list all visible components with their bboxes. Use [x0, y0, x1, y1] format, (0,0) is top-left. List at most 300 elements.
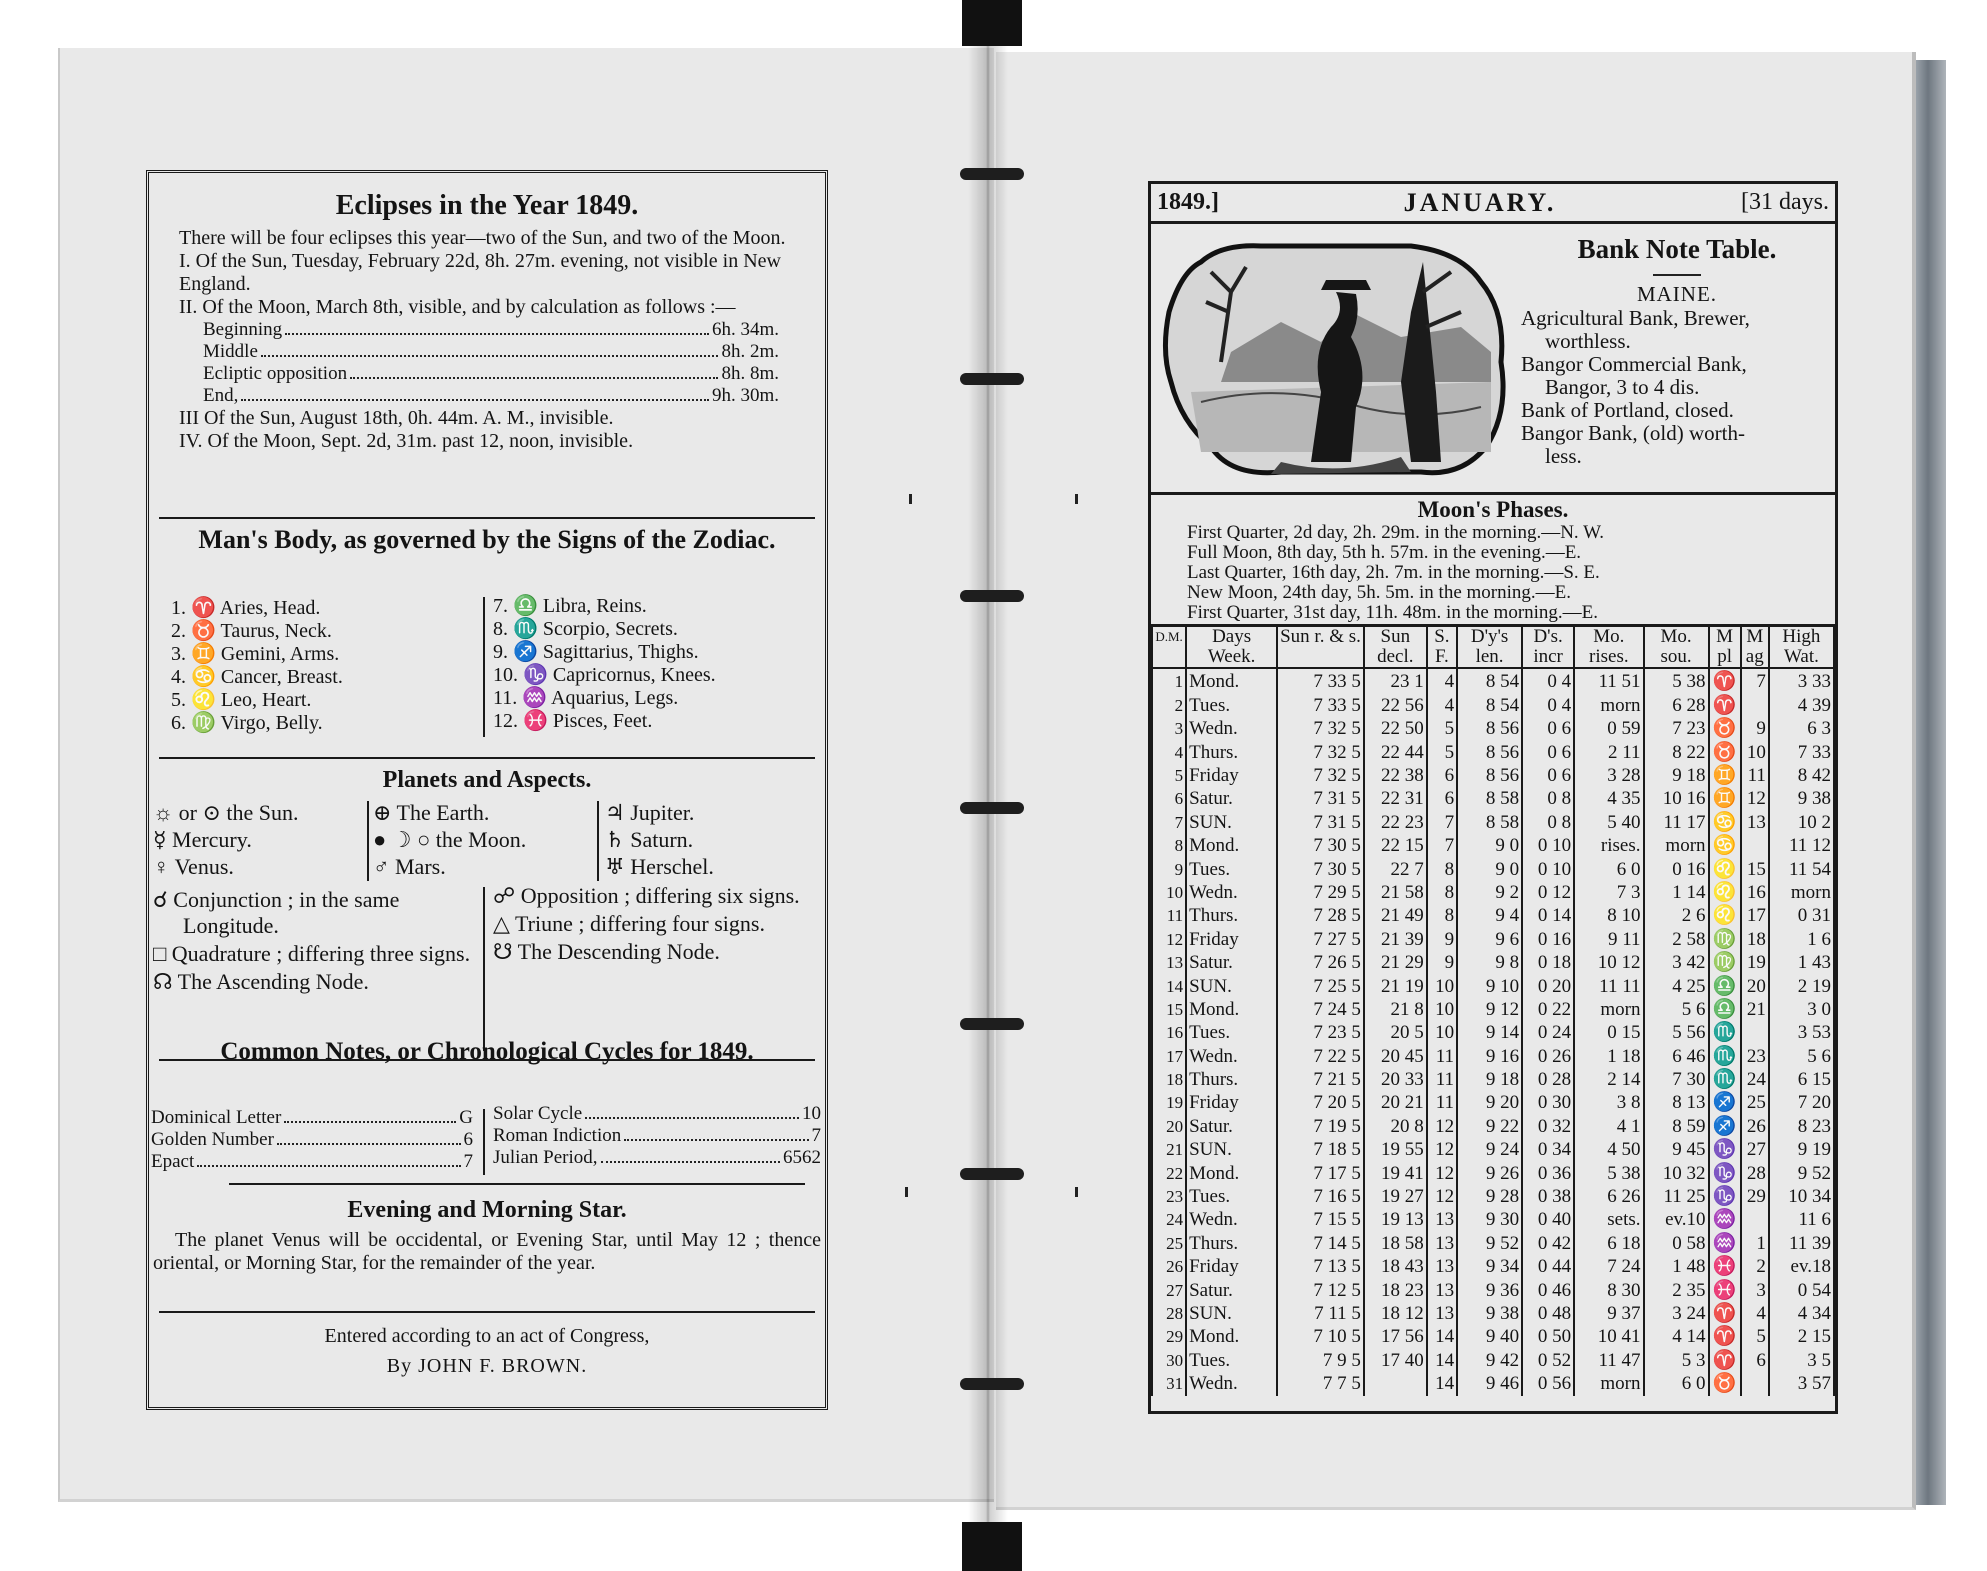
- calendar-cell: Tues.: [1186, 858, 1277, 881]
- calendar-row: [1152, 1139, 1834, 1162]
- eclipse-timing-row: Middle 8h. 2m.: [203, 341, 779, 362]
- calendar-cell: 7 13 5: [1277, 1256, 1364, 1279]
- phase-line: First Quarter, 31st day, 11h. 48m. in the morning.—E.: [1187, 602, 1599, 623]
- title-rule: [1653, 274, 1701, 276]
- calendar-cell: 4: [1427, 694, 1457, 717]
- calendar-cell: 9 28: [1457, 1186, 1522, 1209]
- bank-entry: Bank of Portland, closed.: [1521, 398, 1734, 422]
- calendar-cell: 9 42: [1457, 1349, 1522, 1372]
- zodiac-item: 9. ♐ Sagittarius, Thighs.: [493, 641, 699, 663]
- aspect-item: ☋ The Descending Node.: [493, 939, 720, 964]
- cycles-section: [149, 1037, 825, 1172]
- calendar-cell: 27: [1152, 1279, 1186, 1302]
- calendar-cell: 27: [1741, 1139, 1769, 1162]
- calendar-cell: 8 56: [1457, 765, 1522, 788]
- calendar-cell: 3 42: [1644, 952, 1709, 975]
- calendar-cell: Mond.: [1186, 1326, 1277, 1349]
- cycles-left: [151, 1107, 477, 1173]
- calendar-cell: Friday: [1186, 765, 1277, 788]
- calendar-cell: 13: [1427, 1232, 1457, 1255]
- calendar-cell: 8 59: [1644, 1115, 1709, 1138]
- calendar-cell: 7 24 5: [1277, 998, 1364, 1021]
- calendar-cell: 6: [1152, 788, 1186, 811]
- calendar-cell: 0 8: [1522, 811, 1574, 834]
- calendar-cell: 28: [1741, 1162, 1769, 1185]
- calendar-cell: 19: [1741, 952, 1769, 975]
- calendar-cell: 0 4: [1522, 668, 1574, 694]
- calendar-cell: 16: [1741, 882, 1769, 905]
- calendar-cell: 13: [1427, 1209, 1457, 1232]
- calendar-cell: 15: [1741, 858, 1769, 881]
- planets-col-3: [605, 799, 714, 880]
- planet-symbol: ♀ Venus.: [153, 854, 234, 879]
- zodiac-item: 8. ♏ Scorpio, Secrets.: [493, 618, 678, 640]
- calendar-cell: 0 16: [1644, 858, 1709, 881]
- calendar-cell: 12: [1427, 1186, 1457, 1209]
- calendar-cell: 0 6: [1522, 765, 1574, 788]
- calendar-cell: ♌: [1709, 858, 1741, 881]
- calendar-cell: 21: [1152, 1139, 1186, 1162]
- calendar-cell: 0 38: [1522, 1186, 1574, 1209]
- calendar-cell: 0 50: [1522, 1326, 1574, 1349]
- zodiac-item: 2. ♉ Taurus, Neck.: [171, 620, 332, 642]
- zodiac-item: 11. ♒ Aquarius, Legs.: [493, 687, 679, 709]
- calendar-cell: ♒: [1709, 1209, 1741, 1232]
- calendar-cell: [1741, 1022, 1769, 1045]
- calendar-cell: 7 33 5: [1277, 668, 1364, 694]
- calendar-cell: 4 25: [1644, 975, 1709, 998]
- calendar-row: [1152, 1115, 1834, 1138]
- section-rule: [229, 1183, 805, 1185]
- calendar-row: [1152, 1186, 1834, 1209]
- calendar-cell: ♈: [1709, 1349, 1741, 1372]
- calendar-cell: 1 6: [1769, 928, 1834, 951]
- calendar-row: [1152, 952, 1834, 975]
- calendar-cell: Tues.: [1186, 1349, 1277, 1372]
- page-speck: [909, 494, 912, 504]
- calendar-row: [1152, 718, 1834, 741]
- zodiac-item: 3. ♊ Gemini, Arms.: [171, 643, 340, 665]
- calendar-cell: 10: [1427, 998, 1457, 1021]
- calendar-cell: 9 46: [1457, 1373, 1522, 1396]
- calendar-cell: 0 6: [1522, 741, 1574, 764]
- calendar-cell: 5 6: [1769, 1045, 1834, 1068]
- calendar-cell: 26: [1152, 1256, 1186, 1279]
- calendar-cell: 9 40: [1457, 1326, 1522, 1349]
- calendar-cell: 12: [1427, 1162, 1457, 1185]
- calendar-cell: 3 28: [1574, 765, 1643, 788]
- calendar-cell: 22 38: [1364, 765, 1427, 788]
- calendar-cell: 6 0: [1644, 1373, 1709, 1396]
- calendar-cell: Mond.: [1186, 668, 1277, 694]
- calendar-cell: 20 8: [1364, 1115, 1427, 1138]
- calendar-cell: 7 19 5: [1277, 1115, 1364, 1138]
- calendar-cell: ♈: [1709, 694, 1741, 717]
- phase-line: First Quarter, 2d day, 2h. 29m. in the morning.—N. W.: [1187, 522, 1605, 543]
- calendar-cell: 8 54: [1457, 694, 1522, 717]
- calendar-cell: 9 45: [1644, 1139, 1709, 1162]
- calendar-cell: 25: [1741, 1092, 1769, 1115]
- column-header: D.M.: [1152, 626, 1186, 669]
- calendar-cell: 8 42: [1769, 765, 1834, 788]
- calendar-cell: 3 8: [1574, 1092, 1643, 1115]
- eclipse-item-3: III Of the Sun, August 18th, 0h. 44m. A. M., invisible.: [179, 407, 614, 429]
- calendar-cell: 0 6: [1522, 718, 1574, 741]
- calendar-cell: 10 41: [1574, 1326, 1643, 1349]
- binding-thread-top: [962, 0, 1022, 46]
- calendar-cell: 9: [1741, 718, 1769, 741]
- calendar-cell: SUN.: [1186, 1139, 1277, 1162]
- calendar-cell: 11: [1427, 1092, 1457, 1115]
- moon-phases: [1151, 492, 1835, 623]
- calendar-cell: [1741, 835, 1769, 858]
- binding-stitch: [960, 802, 1024, 814]
- calendar-cell: 7 33 5: [1277, 694, 1364, 717]
- calendar-cell: 17 56: [1364, 1326, 1427, 1349]
- calendar-cell: Wedn.: [1186, 1373, 1277, 1396]
- calendar-cell: 22 7: [1364, 858, 1427, 881]
- calendar-cell: 2 11: [1574, 741, 1643, 764]
- calendar-cell: ♎: [1709, 998, 1741, 1021]
- calendar-cell: Satur.: [1186, 1115, 1277, 1138]
- calendar-cell: 10: [1741, 741, 1769, 764]
- calendar-cell: ♓: [1709, 1279, 1741, 1302]
- calendar-cell: 11: [1152, 905, 1186, 928]
- calendar-cell: 1: [1152, 668, 1186, 694]
- calendar-cell: 11 6: [1769, 1209, 1834, 1232]
- calendar-cell: 7 30 5: [1277, 835, 1364, 858]
- calendar-row: [1152, 1045, 1834, 1068]
- calendar-row: [1152, 694, 1834, 717]
- calendar-cell: 9 20: [1457, 1092, 1522, 1115]
- calendar-cell: Thurs.: [1186, 905, 1277, 928]
- calendar-cell: Tues.: [1186, 1186, 1277, 1209]
- calendar-cell: 7 26 5: [1277, 952, 1364, 975]
- copyright-line-2: By JOHN F. BROWN.: [386, 1355, 588, 1377]
- calendar-cell: 18 43: [1364, 1256, 1427, 1279]
- calendar-cell: 11: [1427, 1069, 1457, 1092]
- header-month: JANUARY.: [1403, 187, 1557, 217]
- calendar-cell: 13: [1741, 811, 1769, 834]
- calendar-cell: 0 58: [1644, 1232, 1709, 1255]
- calendar-cell: 22 31: [1364, 788, 1427, 811]
- calendar-cell: 21 49: [1364, 905, 1427, 928]
- calendar-cell: 0 24: [1522, 1022, 1574, 1045]
- calendar-cell: 1: [1741, 1232, 1769, 1255]
- calendar-cell: rises.: [1574, 835, 1643, 858]
- calendar-cell: morn: [1769, 882, 1834, 905]
- calendar-cell: 17: [1741, 905, 1769, 928]
- calendar-cell: 7 17 5: [1277, 1162, 1364, 1185]
- calendar-cell: 0 40: [1522, 1209, 1574, 1232]
- binding-stitch: [960, 373, 1024, 385]
- aspect-item: ☍ Opposition ; differing six signs.: [493, 883, 800, 908]
- calendar-cell: 0 26: [1522, 1045, 1574, 1068]
- aspects-left: [153, 887, 471, 995]
- calendar-cell: 0 16: [1522, 928, 1574, 951]
- calendar-cell: 21 39: [1364, 928, 1427, 951]
- calendar-cell: 14: [1152, 975, 1186, 998]
- column-header: High Wat.: [1769, 626, 1834, 669]
- calendar-cell: 0 34: [1522, 1139, 1574, 1162]
- column-divider: [367, 801, 369, 881]
- calendar-cell: Tues.: [1186, 1022, 1277, 1045]
- calendar-cell: 21 19: [1364, 975, 1427, 998]
- calendar-cell: 19 55: [1364, 1139, 1427, 1162]
- eclipse-item-4: IV. Of the Moon, Sept. 2d, 31m. past 12, noon, invisible.: [179, 430, 634, 452]
- zodiac-list-left: [171, 597, 343, 735]
- phase-line: Full Moon, 8th day, 5th h. 57m. in the evening.—E.: [1187, 542, 1582, 563]
- cycle-row: Solar Cycle 10: [493, 1103, 821, 1124]
- calendar-cell: 9 0: [1457, 835, 1522, 858]
- calendar-cell: morn: [1574, 998, 1643, 1021]
- calendar-cell: 6 46: [1644, 1045, 1709, 1068]
- calendar-cell: ♑: [1709, 1162, 1741, 1185]
- calendar-cell: Thurs.: [1186, 741, 1277, 764]
- calendar-cell: 6 15: [1769, 1069, 1834, 1092]
- calendar-cell: 3 24: [1644, 1303, 1709, 1326]
- planet-symbol: ♂ Mars.: [373, 854, 446, 879]
- calendar-cell: 2 15: [1769, 1326, 1834, 1349]
- column-header: Mo. rises.: [1574, 626, 1643, 669]
- calendar-cell: 26: [1741, 1115, 1769, 1138]
- calendar-cell: 10 2: [1769, 811, 1834, 834]
- calendar-cell: 8: [1427, 858, 1457, 881]
- calendar-cell: 5 38: [1644, 668, 1709, 694]
- planet-symbol: ♄ Saturn.: [605, 827, 694, 852]
- calendar-cell: 9 0: [1457, 858, 1522, 881]
- calendar-cell: 19 13: [1364, 1209, 1427, 1232]
- calendar-cell: Tues.: [1186, 694, 1277, 717]
- calendar-cell: 9 11: [1574, 928, 1643, 951]
- page-speck: [1075, 494, 1078, 504]
- calendar-cell: ♊: [1709, 765, 1741, 788]
- calendar-cell: 0 48: [1522, 1303, 1574, 1326]
- calendar-cell: 9 18: [1457, 1069, 1522, 1092]
- bank-title: Bank Note Table.: [1577, 234, 1777, 264]
- calendar-cell: 7 16 5: [1277, 1186, 1364, 1209]
- calendar-cell: 20 45: [1364, 1045, 1427, 1068]
- calendar-cell: 4 14: [1644, 1326, 1709, 1349]
- calendar-cell: 31: [1152, 1373, 1186, 1396]
- calendar-cell: 0 28: [1522, 1069, 1574, 1092]
- calendar-row: [1152, 741, 1834, 764]
- binding-stitch: [960, 168, 1024, 180]
- calendar-cell: ♉: [1709, 718, 1741, 741]
- calendar-cell: 13: [1427, 1279, 1457, 1302]
- calendar-cell: ♈: [1709, 668, 1741, 694]
- calendar-cell: 9 24: [1457, 1139, 1522, 1162]
- calendar-row: [1152, 1349, 1834, 1372]
- phase-line: New Moon, 24th day, 5h. 5m. in the morning.—E.: [1187, 582, 1572, 603]
- calendar-row: [1152, 1232, 1834, 1255]
- calendar-cell: 0 54: [1769, 1279, 1834, 1302]
- calendar-cell: ♍: [1709, 952, 1741, 975]
- calendar-cell: 8 54: [1457, 668, 1522, 694]
- calendar-cell: Friday: [1186, 1092, 1277, 1115]
- calendar-cell: 7 11 5: [1277, 1303, 1364, 1326]
- calendar-cell: 7 33: [1769, 741, 1834, 764]
- calendar-cell: 7: [1427, 835, 1457, 858]
- calendar-cell: 11 11: [1574, 975, 1643, 998]
- calendar-row: [1152, 788, 1834, 811]
- column-header: D's. incr: [1522, 626, 1574, 669]
- calendar-cell: ♓: [1709, 1256, 1741, 1279]
- calendar-cell: 4: [1427, 668, 1457, 694]
- calendar-cell: 7 10 5: [1277, 1326, 1364, 1349]
- calendar-cell: ♈: [1709, 1303, 1741, 1326]
- calendar-cell: 24: [1152, 1209, 1186, 1232]
- calendar-cell: 9 52: [1457, 1232, 1522, 1255]
- calendar-cell: 7 30 5: [1277, 858, 1364, 881]
- planet-symbol: ☿ Mercury.: [153, 827, 252, 852]
- binding-stitch: [960, 590, 1024, 602]
- calendar-row: [1152, 928, 1834, 951]
- calendar-body: [1152, 668, 1834, 1396]
- calendar-cell: 7 29 5: [1277, 882, 1364, 905]
- calendar-cell: 0 36: [1522, 1162, 1574, 1185]
- calendar-cell: 12: [1427, 1115, 1457, 1138]
- column-divider: [483, 887, 485, 1051]
- calendar-cell: Satur.: [1186, 952, 1277, 975]
- left-page-frame: [146, 170, 828, 1410]
- calendar-cell: 9 38: [1457, 1303, 1522, 1326]
- calendar-cell: 8 13: [1644, 1092, 1709, 1115]
- calendar-cell: 13: [1152, 952, 1186, 975]
- calendar-cell: Mond.: [1186, 1162, 1277, 1185]
- calendar-row: [1152, 905, 1834, 928]
- column-header: Days Week.: [1186, 626, 1277, 669]
- calendar-cell: 2: [1741, 1256, 1769, 1279]
- calendar-cell: 5 6: [1644, 998, 1709, 1021]
- calendar-row: [1152, 1303, 1834, 1326]
- eclipse-item-2: II. Of the Moon, March 8th, visible, and by calculation as follows :—: [179, 296, 736, 318]
- calendar-cell: 9 10: [1457, 975, 1522, 998]
- calendar-cell: 4 1: [1574, 1115, 1643, 1138]
- calendar-row: [1152, 882, 1834, 905]
- calendar-cell: 0 22: [1522, 998, 1574, 1021]
- calendar-cell: 7 18 5: [1277, 1139, 1364, 1162]
- calendar-cell: Wedn.: [1186, 1045, 1277, 1068]
- calendar-cell: ev.18: [1769, 1256, 1834, 1279]
- calendar-cell: 20 5: [1364, 1022, 1427, 1045]
- copyright-line-1: Entered according to an act of Congress,: [324, 1325, 650, 1347]
- calendar-row: [1152, 668, 1834, 694]
- calendar-cell: 8: [1427, 905, 1457, 928]
- calendar-cell: [1741, 1209, 1769, 1232]
- planets-col-1: [153, 799, 299, 880]
- calendar-cell: 18: [1152, 1069, 1186, 1092]
- calendar-cell: 9: [1427, 952, 1457, 975]
- calendar-cell: 13: [1427, 1303, 1457, 1326]
- calendar-cell: 6 26: [1574, 1186, 1643, 1209]
- calendar-cell: ♌: [1709, 882, 1741, 905]
- calendar-cell: Thurs.: [1186, 1232, 1277, 1255]
- calendar-cell: 6: [1427, 765, 1457, 788]
- cycles-title: Common Notes, or Chronological Cycles for 1849.: [220, 1038, 754, 1065]
- calendar-cell: 2: [1152, 694, 1186, 717]
- calendar-cell: Satur.: [1186, 788, 1277, 811]
- calendar-cell: 12: [1152, 928, 1186, 951]
- calendar-cell: 9 36: [1457, 1279, 1522, 1302]
- calendar-row: [1152, 1256, 1834, 1279]
- calendar-cell: 10: [1427, 975, 1457, 998]
- calendar-cell: [1741, 1373, 1769, 1396]
- calendar-cell: 7 30: [1644, 1069, 1709, 1092]
- column-divider: [597, 801, 599, 881]
- calendar-row: [1152, 811, 1834, 834]
- calendar-cell: 12: [1741, 788, 1769, 811]
- calendar-cell: 7 21 5: [1277, 1069, 1364, 1092]
- calendar-cell: 7 12 5: [1277, 1279, 1364, 1302]
- calendar-cell: 29: [1152, 1326, 1186, 1349]
- calendar-cell: 9 37: [1574, 1303, 1643, 1326]
- eclipses-intro: There will be four eclipses this year—two of the Sun, and two of the Moon.: [179, 227, 786, 249]
- calendar-cell: ♑: [1709, 1186, 1741, 1209]
- eclipse-timing-row: Ecliptic opposition 8h. 8m.: [203, 363, 779, 384]
- calendar-cell: 9 2: [1457, 882, 1522, 905]
- calendar-cell: 19 41: [1364, 1162, 1427, 1185]
- calendar-cell: 4 34: [1769, 1303, 1834, 1326]
- zodiac-item: 6. ♍ Virgo, Belly.: [171, 712, 323, 734]
- calendar-cell: ♏: [1709, 1069, 1741, 1092]
- calendar-cell: 30: [1152, 1349, 1186, 1372]
- calendar-cell: 9 19: [1769, 1139, 1834, 1162]
- section-rule: [159, 517, 815, 519]
- planet-symbol: ● ☽ ○ the Moon.: [373, 827, 527, 852]
- calendar-cell: 22: [1152, 1162, 1186, 1185]
- calendar-cell: 11 51: [1574, 668, 1643, 694]
- calendar-cell: 9 52: [1769, 1162, 1834, 1185]
- calendar-cell: 5 40: [1574, 811, 1643, 834]
- calendar-cell: 22 56: [1364, 694, 1427, 717]
- calendar-cell: 7 32 5: [1277, 741, 1364, 764]
- calendar-cell: 22 23: [1364, 811, 1427, 834]
- calendar-cell: 2 19: [1769, 975, 1834, 998]
- aspects-right: [493, 883, 823, 965]
- calendar-cell: sets.: [1574, 1209, 1643, 1232]
- calendar-cell: 11: [1741, 765, 1769, 788]
- calendar-cell: 10: [1427, 1022, 1457, 1045]
- calendar-header-row: [1152, 626, 1834, 669]
- calendar-cell: [1364, 1373, 1427, 1396]
- calendar-cell: 4 35: [1574, 788, 1643, 811]
- calendar-cell: morn: [1574, 694, 1643, 717]
- calendar-cell: 9 34: [1457, 1256, 1522, 1279]
- binding-stitch: [960, 1378, 1024, 1390]
- calendar-cell: Friday: [1186, 928, 1277, 951]
- zodiac-item: 4. ♋ Cancer, Breast.: [171, 666, 343, 688]
- spine-gutter: [968, 0, 1008, 1571]
- calendar-cell: 17: [1152, 1045, 1186, 1068]
- section-rule: [159, 1311, 815, 1313]
- calendar-cell: 10: [1152, 882, 1186, 905]
- eclipse-timing-row: End, 9h. 30m.: [203, 385, 779, 406]
- aspect-item: □ Quadrature ; differing three signs.: [153, 941, 471, 966]
- calendar-cell: 5: [1427, 741, 1457, 764]
- calendar-cell: 8 58: [1457, 811, 1522, 834]
- zodiac-item: 12. ♓ Pisces, Feet.: [493, 710, 653, 732]
- calendar-cell: 7 20: [1769, 1092, 1834, 1115]
- calendar-cell: 3: [1152, 718, 1186, 741]
- calendar-cell: 7 32 5: [1277, 765, 1364, 788]
- calendar-cell: 1 48: [1644, 1256, 1709, 1279]
- calendar-cell: 28: [1152, 1303, 1186, 1326]
- bank-entry: Bangor Bank, (old) worth- less.: [1521, 421, 1745, 468]
- calendar-cell: 2 14: [1574, 1069, 1643, 1092]
- woodcut-illustration: [1161, 232, 1509, 484]
- calendar-cell: 18 23: [1364, 1279, 1427, 1302]
